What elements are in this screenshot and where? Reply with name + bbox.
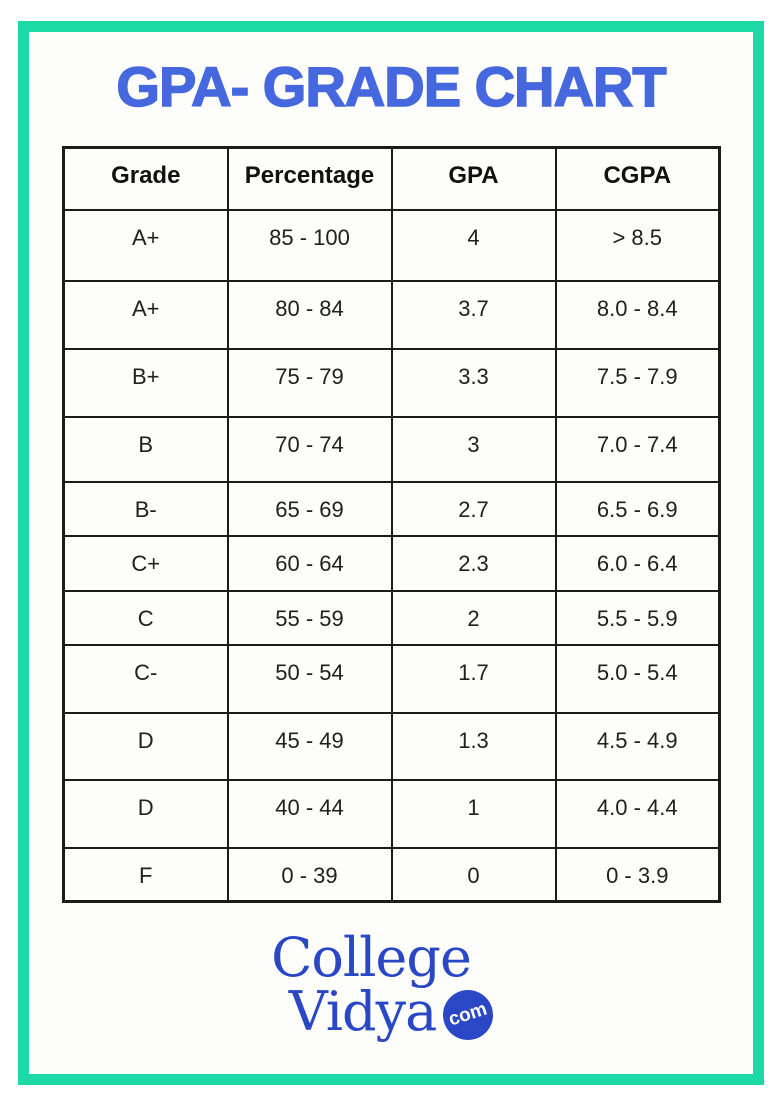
table-cell: 75 - 79 xyxy=(228,349,392,417)
table-cell: 3 xyxy=(392,417,556,482)
table-cell: A+ xyxy=(64,210,228,281)
logo-college-text: College xyxy=(271,926,471,989)
column-header: Percentage xyxy=(228,148,392,210)
table-cell: 80 - 84 xyxy=(228,281,392,349)
logo-vidya-text: Vidya xyxy=(288,980,437,1043)
table-cell: 0 xyxy=(392,848,556,902)
table-header xyxy=(64,148,720,210)
table-cell: 0 - 3.9 xyxy=(556,848,720,902)
table-cell: 6.0 - 6.4 xyxy=(556,536,720,591)
table-cell: 1.7 xyxy=(392,645,556,713)
table-cell: 7.0 - 7.4 xyxy=(556,417,720,482)
table-cell: C+ xyxy=(64,536,228,591)
table-cell: 3.7 xyxy=(392,281,556,349)
logo-com-text: com xyxy=(446,998,490,1031)
page-title: GPA- GRADE CHART xyxy=(116,55,666,118)
table-cell: 4.5 - 4.9 xyxy=(556,713,720,780)
table-cell: 45 - 49 xyxy=(228,713,392,780)
table-cell: 4 xyxy=(392,210,556,281)
table-cell: D xyxy=(64,713,228,780)
table-cell: 2 xyxy=(392,591,556,645)
table-cell: F xyxy=(64,848,228,902)
logo-vidya-row xyxy=(29,980,753,1043)
column-header: GPA xyxy=(392,148,556,210)
table-cell: 2.3 xyxy=(392,536,556,591)
table-cell: > 8.5 xyxy=(556,210,720,281)
table-row xyxy=(64,780,720,848)
table-cell: B xyxy=(64,417,228,482)
table-cell: B+ xyxy=(64,349,228,417)
logo-com-badge-icon xyxy=(437,983,500,1046)
table-cell: 60 - 64 xyxy=(228,536,392,591)
college-vidya-logo xyxy=(29,926,753,1043)
table-row xyxy=(64,482,720,536)
table-cell: B- xyxy=(64,482,228,536)
table-row xyxy=(64,417,720,482)
table-cell: 7.5 - 7.9 xyxy=(556,349,720,417)
table-cell: A+ xyxy=(64,281,228,349)
table-cell: 55 - 59 xyxy=(228,591,392,645)
table-cell: 70 - 74 xyxy=(228,417,392,482)
table-row xyxy=(64,713,720,780)
table-row xyxy=(64,349,720,417)
table-header-row xyxy=(64,148,720,210)
table-row xyxy=(64,281,720,349)
table-cell: 1.3 xyxy=(392,713,556,780)
table-cell: 8.0 - 8.4 xyxy=(556,281,720,349)
table-row xyxy=(64,210,720,281)
table-cell: D xyxy=(64,780,228,848)
table-cell: 5.5 - 5.9 xyxy=(556,591,720,645)
table-body xyxy=(64,210,720,902)
table-cell: 4.0 - 4.4 xyxy=(556,780,720,848)
table-cell: C xyxy=(64,591,228,645)
column-header: Grade xyxy=(64,148,228,210)
table-cell: 85 - 100 xyxy=(228,210,392,281)
table-cell: 5.0 - 5.4 xyxy=(556,645,720,713)
table-cell: 6.5 - 6.9 xyxy=(556,482,720,536)
table-row xyxy=(64,536,720,591)
table-cell: 3.3 xyxy=(392,349,556,417)
table-cell: 2.7 xyxy=(392,482,556,536)
table-cell: 1 xyxy=(392,780,556,848)
table-cell: 50 - 54 xyxy=(228,645,392,713)
table-cell: C- xyxy=(64,645,228,713)
table-cell: 0 - 39 xyxy=(228,848,392,902)
table-row xyxy=(64,591,720,645)
column-header: CGPA xyxy=(556,148,720,210)
gpa-grade-table xyxy=(62,146,721,903)
table-cell: 40 - 44 xyxy=(228,780,392,848)
table-row xyxy=(64,848,720,902)
table-row xyxy=(64,645,720,713)
table-cell: 65 - 69 xyxy=(228,482,392,536)
teal-frame xyxy=(18,21,764,1085)
